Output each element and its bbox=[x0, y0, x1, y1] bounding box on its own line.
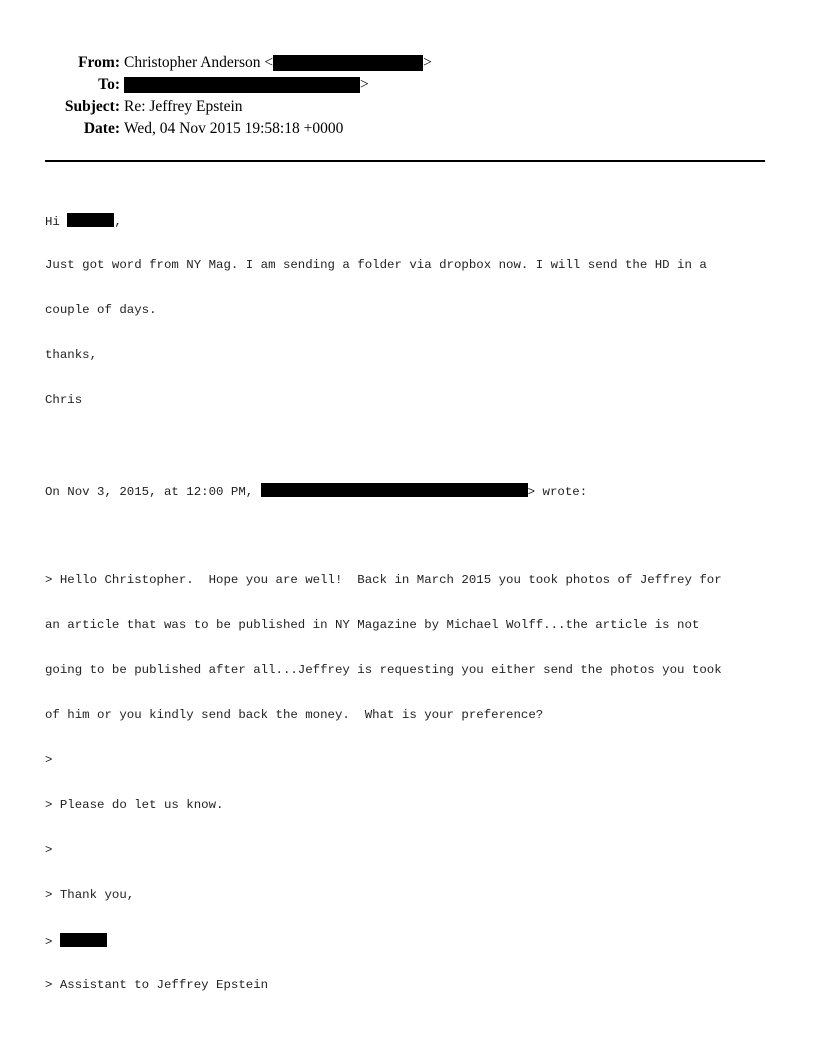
quoted-line: > bbox=[45, 753, 53, 767]
email-body bbox=[45, 183, 775, 1008]
sig-prefix: > bbox=[45, 935, 60, 949]
quoted-line: going to be published after all...Jeffrey is requesting you either send the photos you took bbox=[45, 663, 722, 677]
body-line: Chris bbox=[45, 393, 83, 407]
signature-title-line: > Assistant to Jeffrey Epstein bbox=[45, 978, 269, 992]
quote-intro-suffix: > wrote: bbox=[527, 485, 588, 499]
quoted-line: > Please do let us know. bbox=[45, 798, 224, 812]
subject-value: Re: Jeffrey Epstein bbox=[124, 98, 243, 115]
redaction-block bbox=[67, 213, 114, 227]
from-label: From: bbox=[78, 54, 120, 71]
quoted-line: an article that was to be published in NY Magazine by Michael Wolff...the article is not bbox=[45, 618, 700, 632]
from-close: > bbox=[423, 54, 432, 71]
greeting-suffix: , bbox=[114, 215, 122, 229]
subject-label: Subject: bbox=[64, 98, 120, 115]
redaction-block bbox=[261, 483, 528, 497]
to-close: > bbox=[360, 76, 369, 93]
body-line: couple of days. bbox=[45, 303, 157, 317]
redaction-block bbox=[273, 55, 423, 71]
quoted-line: > Thank you, bbox=[45, 888, 135, 902]
quoted-line: of him or you kindly send back the money. What is your preference? bbox=[45, 708, 544, 722]
to-value bbox=[124, 74, 369, 96]
body-line: thanks, bbox=[45, 348, 98, 362]
body-line: Just got word from NY Mag. I am sending a folder via dropbox now. I will send the HD in a bbox=[45, 258, 707, 272]
redaction-block bbox=[124, 77, 360, 93]
quoted-line: > Hello Christopher. Hope you are well! Back in March 2015 you took photos of Jeffrey for bbox=[45, 573, 722, 587]
redaction-block bbox=[60, 933, 107, 947]
greeting-line bbox=[45, 213, 775, 228]
date-label: Date: bbox=[83, 120, 120, 137]
header-divider bbox=[45, 160, 765, 162]
quote-intro-prefix: On Nov 3, 2015, at 12:00 PM, bbox=[45, 485, 261, 499]
spacer bbox=[45, 528, 775, 543]
signature-name-line bbox=[45, 933, 775, 948]
from-name: Christopher Anderson < bbox=[124, 54, 274, 71]
spacer bbox=[45, 438, 775, 453]
greeting-prefix: Hi bbox=[45, 215, 68, 229]
from-value bbox=[124, 52, 432, 74]
quote-intro-line bbox=[45, 483, 775, 498]
to-label: To: bbox=[98, 76, 120, 93]
date-value: Wed, 04 Nov 2015 19:58:18 +0000 bbox=[124, 120, 344, 137]
quoted-line: > bbox=[45, 843, 53, 857]
